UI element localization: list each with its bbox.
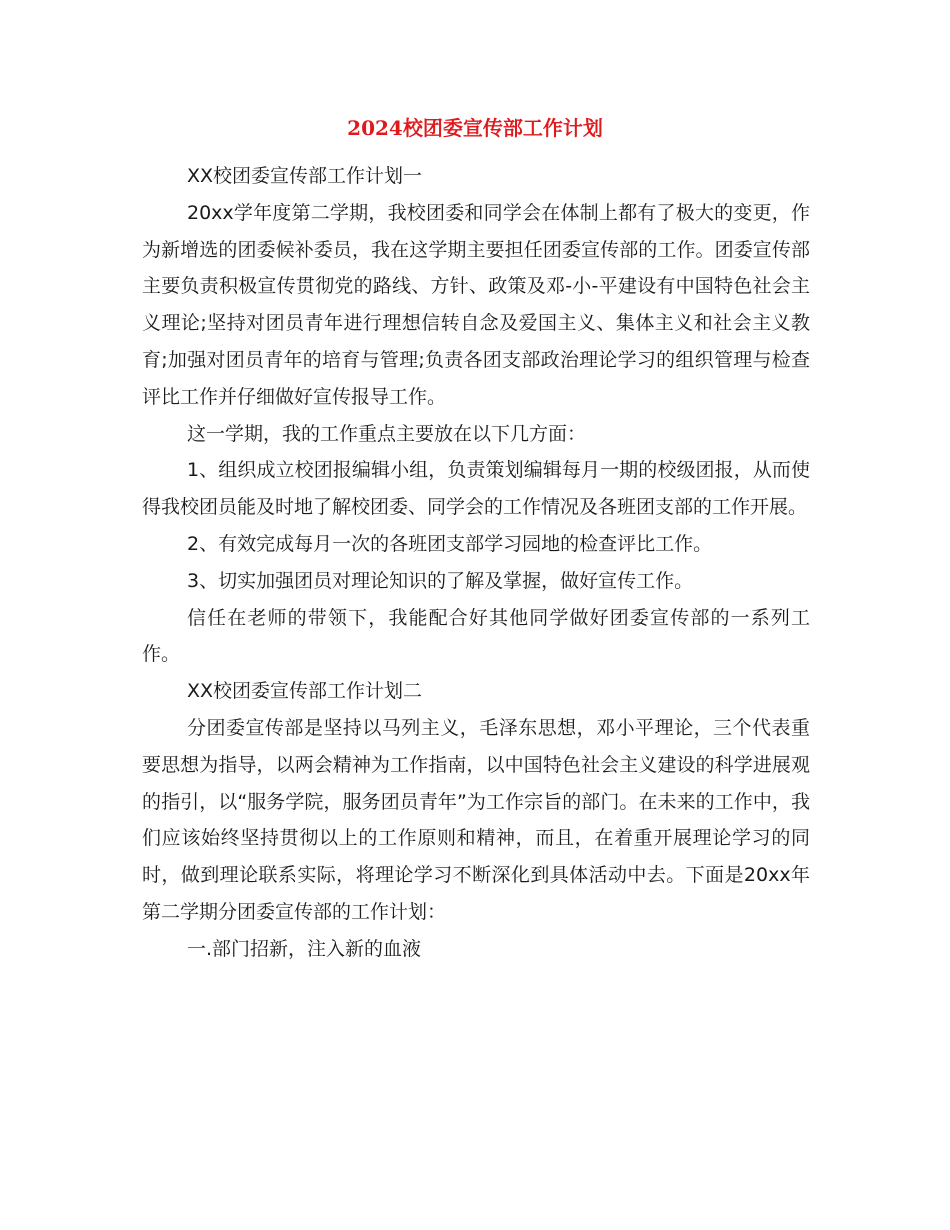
document-body — [142, 158, 810, 968]
paragraph-plan-two-intro: 分团委宣传部是坚持以马列主义，毛泽东思想，邓小平理论，三个代表重要思想为指导，以两会精神为工作指南，以中国特色社会主义建设的科学进展观的指引，以“服务学院，服务团员青年”为工作宗旨的部门。在未来的工作中，我们应该始终坚持贯彻以上的工作原则和精神，而且，在着重开展理论学习的同时，做到理论联系实际，将理论学习不断深化到具体活动中去。下面是20xx年第二学期分团委宣传部的工作计划： — [142, 716, 810, 923]
paragraph-item-1: 1、组织成立校团报编辑小组，负责策划编辑每月一期的校级团报，从而使得我校团员能及时地了解校团委、同学会的工作情况及各班团支部的工作开展。 — [142, 459, 810, 519]
document-title: 2024校团委宣传部工作计划 — [347, 116, 603, 140]
paragraph-focus-lead: 这一学期，我的工作重点主要放在以下几方面： — [187, 422, 587, 445]
paragraph-item-2: 2、有效完成每月一次的各班团支部学习园地的检查评比工作。 — [187, 532, 713, 555]
paragraph-item-3: 3、切实加强团员对理论知识的了解及掌握，做好宣传工作。 — [187, 569, 694, 592]
paragraph-section-one: 一.部门招新，注入新的血液 — [187, 937, 422, 960]
paragraph-intro: 20xx学年度第二学期，我校团委和同学会在体制上都有了极大的变更，作为新增选的团委候补委员，我在这学期主要担任团委宣传部的工作。团委宣传部主要负责积极宣传贯彻党的路线、方针、政策及邓-小-平建设有中国特色社会主义理论;坚持对团员青年进行理想信转自念及爱国主义、集体主义和社会主义教育;加强对团员青年的培育与管理;负责各团支部政治理论学习的组织管理与检查评比工作并仔细做好宣传报导工作。 — [142, 201, 810, 408]
paragraph-closing: 信任在老师的带领下，我能配合好其他同学做好团委宣传部的一系列工作。 — [142, 606, 810, 666]
paragraph-plan-one-heading: XX校团委宣传部工作计划一 — [187, 165, 423, 187]
paragraph-plan-two-heading: XX校团委宣传部工作计划二 — [187, 680, 423, 703]
